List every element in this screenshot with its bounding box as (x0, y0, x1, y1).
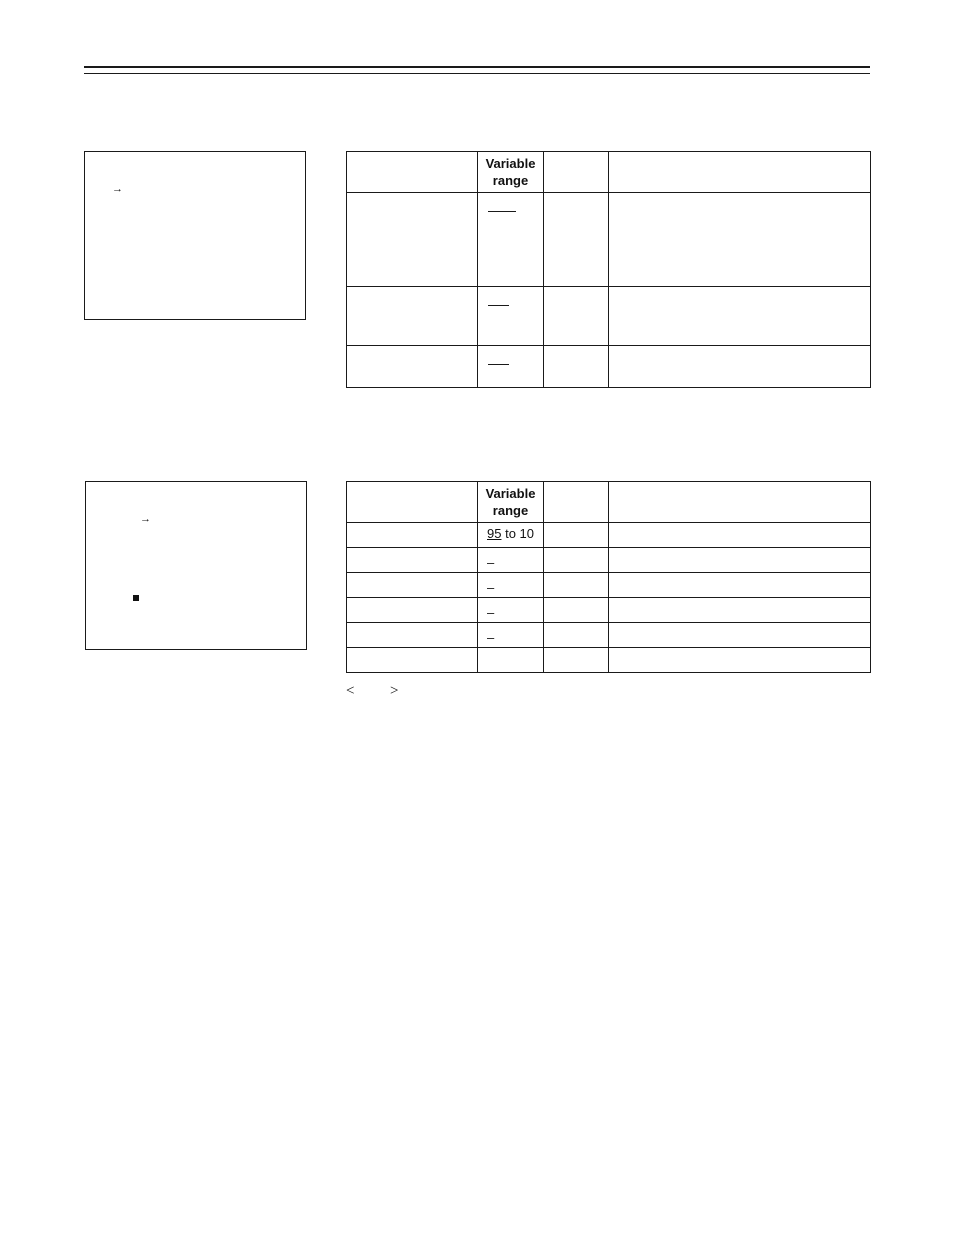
setting-cell (544, 598, 609, 623)
setting-cell (544, 523, 609, 548)
menu-screen-2 (85, 481, 307, 650)
header-rule-thin (84, 73, 870, 74)
range-dash: – (487, 630, 495, 645)
table-row (347, 598, 871, 623)
range-default-value: 95 (487, 526, 502, 541)
item-cell (347, 573, 478, 598)
selection-bullet-icon (133, 595, 139, 601)
arrow-icon: → (140, 513, 151, 525)
range-rest: to 10 (501, 526, 534, 541)
range-cell (478, 623, 544, 648)
description-header (609, 482, 871, 523)
setting-cell (544, 287, 609, 346)
settings-table-1 (346, 151, 871, 388)
table-row (347, 523, 871, 548)
range-cell (478, 573, 544, 598)
item-cell (347, 346, 478, 388)
setting-header (544, 152, 609, 193)
description-cell (609, 193, 871, 287)
arrow-icon: → (112, 183, 123, 195)
range-cell (478, 648, 544, 673)
table-row (347, 623, 871, 648)
description-cell (609, 623, 871, 648)
setting-cell (544, 648, 609, 673)
range-dash (478, 653, 487, 661)
settings-table-2 (346, 481, 871, 673)
menu-screen-1 (84, 151, 306, 320)
description-cell (609, 346, 871, 388)
table-header-row (347, 482, 871, 523)
setting-cell (544, 573, 609, 598)
range-value (478, 523, 543, 541)
footnote-right-angle: > (390, 683, 399, 699)
range-cell (478, 598, 544, 623)
table-row (347, 287, 871, 346)
item-cell (347, 648, 478, 673)
variable-range-header (478, 482, 544, 523)
header-rule-thick (84, 66, 870, 68)
item-cell (347, 598, 478, 623)
table-row (347, 548, 871, 573)
description-cell (609, 548, 871, 573)
setting-cell (544, 346, 609, 388)
variable-range-header-line2: range (492, 503, 529, 518)
description-cell (609, 523, 871, 548)
range-blank-line (488, 305, 509, 306)
item-cell (347, 548, 478, 573)
footnote-left-angle: < (346, 683, 355, 699)
item-header (347, 482, 478, 523)
setting-header (544, 482, 609, 523)
setting-cell (544, 548, 609, 573)
variable-range-header-line1: Variable (485, 156, 536, 171)
variable-range-header-line1: Variable (485, 486, 536, 501)
range-dash: – (487, 580, 495, 595)
range-dash: – (487, 605, 495, 620)
table-header-row (347, 152, 871, 193)
range-cell (478, 548, 544, 573)
table-row (347, 193, 871, 287)
description-cell (609, 598, 871, 623)
item-cell (347, 287, 478, 346)
range-blank-line (488, 364, 509, 365)
item-cell (347, 623, 478, 648)
description-cell (609, 287, 871, 346)
range-cell (478, 523, 544, 548)
range-blank-line (488, 211, 516, 212)
setting-cell (544, 193, 609, 287)
description-header (609, 152, 871, 193)
range-cell (478, 193, 544, 287)
range-cell (478, 287, 544, 346)
item-cell (347, 523, 478, 548)
variable-range-header (478, 152, 544, 193)
description-cell (609, 648, 871, 673)
item-cell (347, 193, 478, 287)
table-row (347, 648, 871, 673)
description-cell (609, 573, 871, 598)
variable-range-header-line2: range (492, 173, 529, 188)
item-header (347, 152, 478, 193)
setting-cell (544, 623, 609, 648)
range-dash: – (487, 555, 495, 570)
table-row (347, 573, 871, 598)
table-row (347, 346, 871, 388)
range-cell (478, 346, 544, 388)
